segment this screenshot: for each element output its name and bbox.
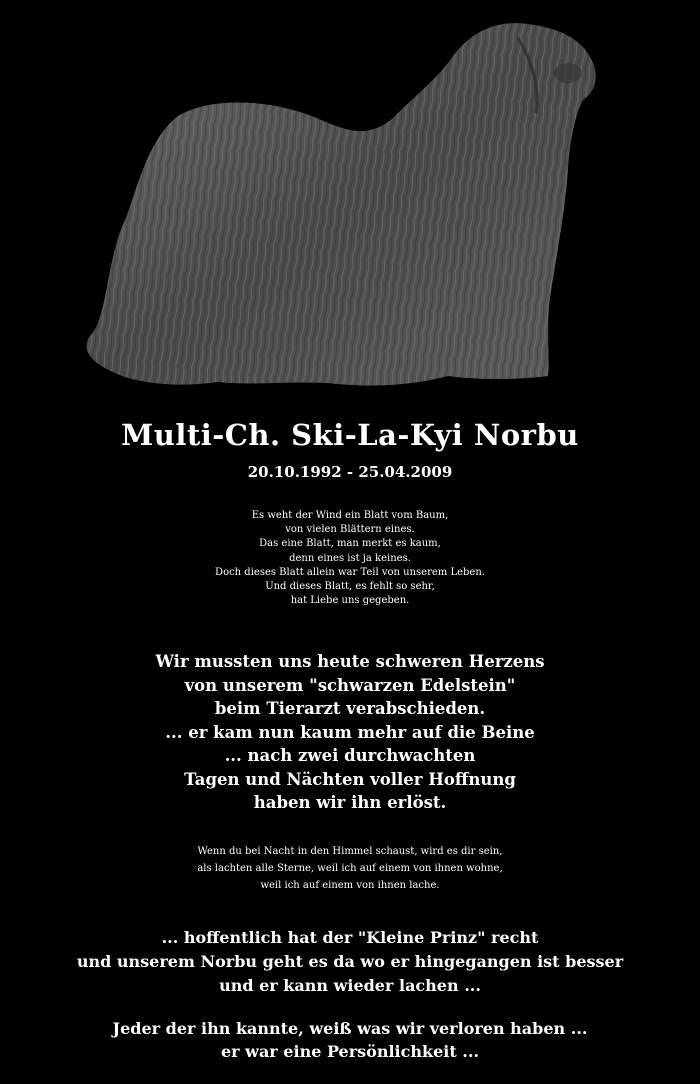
quote-line: weil ich auf einem von ihnen lache. — [260, 880, 440, 891]
final-message — [0, 1017, 700, 1063]
closing-message — [0, 926, 700, 998]
poem-line: Es weht der Wind ein Blatt vom Baum, — [251, 510, 449, 521]
message-line: ... er kam nun kaum mehr auf die Beine — [165, 722, 535, 742]
closing-line: und er kann wieder lachen ... — [219, 976, 481, 995]
message-line: Tagen und Nächten voller Hoffnung — [184, 769, 516, 789]
final-line: er war eine Persönlichkeit ... — [220, 1042, 480, 1061]
closing-line: ... hoffentlich hat der "Kleine Prinz" recht — [161, 928, 539, 947]
message-line: Wir mussten uns heute schweren Herzens — [155, 652, 545, 671]
life-dates: 20.10.1992 - 25.04.2009 — [247, 463, 453, 481]
closing-line: und unserem Norbu geht es da wo er hingegangen ist besser — [76, 952, 624, 971]
message-line: beim Tierarzt verabschieden. — [214, 699, 486, 718]
final-line: Jeder der ihn kannte, weiß was wir verloren haben ... — [112, 1019, 588, 1038]
message-line: haben wir ihn erlöst. — [253, 793, 447, 812]
message-line: von unserem "schwarzen Edelstein" — [184, 675, 516, 695]
poem-line: Und dieses Blatt, es fehlt so sehr, — [265, 581, 435, 593]
dog-photo — [78, 18, 603, 393]
quote-line: als lachten alle Sterne, weil ich auf einem von ihnen wohne, — [197, 863, 503, 874]
poem-line: Doch dieses Blatt allein war Teil von unserem Leben. — [215, 566, 485, 578]
leaf-poem — [0, 509, 700, 608]
dog-name-title: Multi-Ch. Ski-La-Kyi Norbu — [121, 418, 579, 452]
poem-line: denn eines ist ja keines. — [289, 552, 411, 564]
message-line: ... nach zwei durchwachten — [224, 746, 476, 765]
poem-line: Das eine Blatt, man merkt es kaum, — [259, 538, 441, 550]
poem-line: hat Liebe uns gegeben. — [290, 595, 410, 607]
poem-line: von vielen Blättern eines. — [285, 524, 415, 536]
little-prince-quote — [0, 843, 700, 894]
quote-line: Wenn du bei Nacht in den Himmel schaust, wird es dir sein, — [197, 846, 503, 857]
farewell-message — [0, 650, 700, 815]
